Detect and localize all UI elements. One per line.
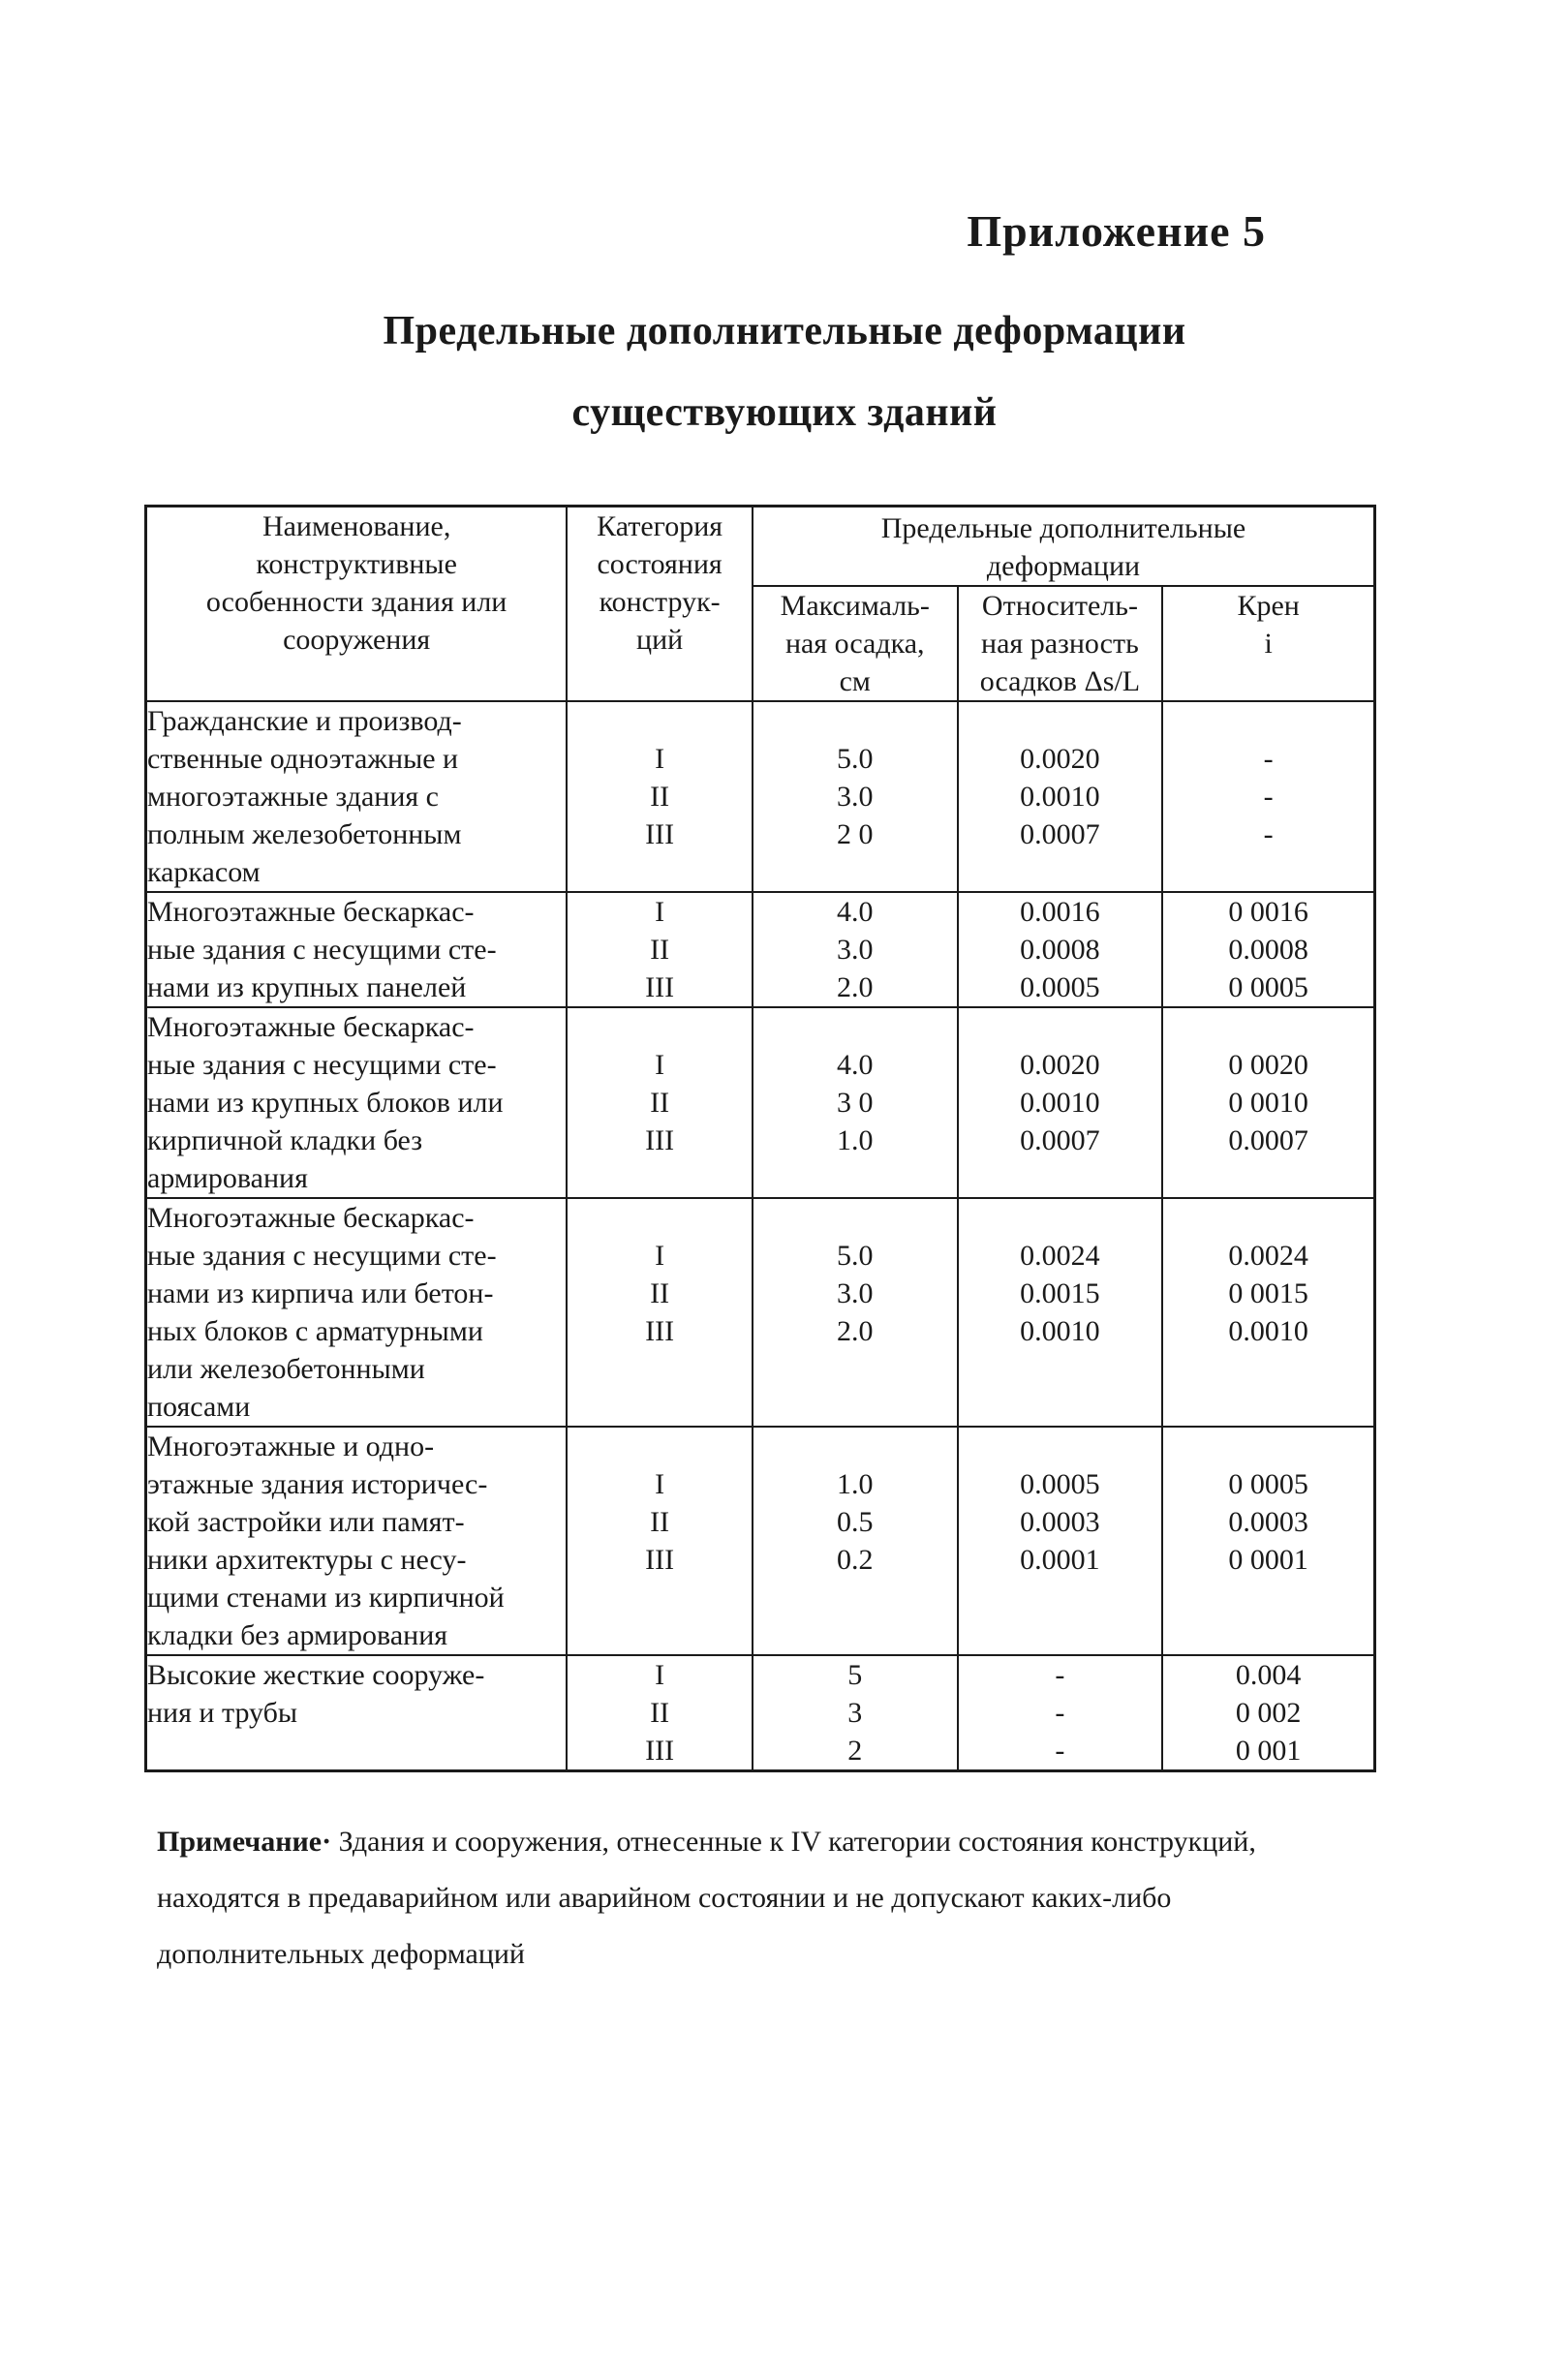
cell-name: Высокие жесткие сооруже- ния и трубы xyxy=(146,1655,568,1771)
table-row xyxy=(146,1655,1375,1771)
cell-max-settlement: 5.0 3.0 2.0 xyxy=(753,1198,958,1427)
cell-tilt: 0 0005 0.0003 0 0001 xyxy=(1162,1427,1374,1655)
header-max-settlement: Максималь- ная осадка, см xyxy=(753,586,958,701)
cell-tilt: 0 0020 0 0010 0.0007 xyxy=(1162,1007,1374,1198)
cell-tilt: 0.004 0 002 0 001 xyxy=(1162,1655,1374,1771)
cell-max-settlement: 4.0 3 0 1.0 xyxy=(753,1007,958,1198)
cell-categories: I II III xyxy=(567,1198,753,1427)
cell-relative-difference: 0.0016 0.0008 0.0005 xyxy=(958,892,1163,1007)
table-row xyxy=(146,1427,1375,1655)
cell-relative-difference: 0.0024 0.0015 0.0010 xyxy=(958,1198,1163,1427)
cell-relative-difference: 0.0020 0.0010 0.0007 xyxy=(958,701,1163,892)
cell-categories: I II III xyxy=(567,892,753,1007)
table-header-row xyxy=(146,507,1375,587)
cell-name: Многоэтажные бескаркас- ные здания с несущими сте- нами из крупных панелей xyxy=(146,892,568,1007)
cell-max-settlement: 1.0 0.5 0.2 xyxy=(753,1427,958,1655)
cell-name: Многоэтажные бескаркас- ные здания с несущими сте- нами из крупных блоков или кирпичной кладки без армирования xyxy=(146,1007,568,1198)
cell-categories: I II III xyxy=(567,1427,753,1655)
note-label: Примечание· xyxy=(157,1826,332,1858)
header-category: Категория состояния конструк- ций xyxy=(567,507,753,702)
cell-name: Многоэтажные бескаркас- ные здания с несущими сте- нами из кирпича или бетон- ных блоков с арматурными или железобетонными поясами xyxy=(146,1198,568,1427)
document-title-line-1: Предельные дополнительные деформации xyxy=(383,309,1186,354)
cell-tilt: 0 0016 0.0008 0 0005 xyxy=(1162,892,1374,1007)
table-row xyxy=(146,892,1375,1007)
cell-tilt: 0.0024 0 0015 0.0010 xyxy=(1162,1198,1374,1427)
cell-categories: I II III xyxy=(567,701,753,892)
table-row xyxy=(146,1007,1375,1198)
cell-name: Многоэтажные и одно- этажные здания историчес- кой застройки или памят- ники архитектуры с несу- щими стенами из кирпичной кладки без армирования xyxy=(146,1427,568,1655)
appendix-label: Приложение 5 xyxy=(967,206,1266,256)
table-row xyxy=(146,701,1375,892)
note-paragraph xyxy=(157,1814,1261,1983)
document-title-line-2: существующих зданий xyxy=(571,390,998,435)
cell-relative-difference: 0.0005 0.0003 0.0001 xyxy=(958,1427,1163,1655)
table-row xyxy=(146,1198,1375,1427)
cell-max-settlement: 5 3 2 xyxy=(753,1655,958,1771)
cell-max-settlement: 4.0 3.0 2.0 xyxy=(753,892,958,1007)
cell-name: Гражданские и производ- ственные одноэтажные и многоэтажные здания с полным железобетонным каркасом xyxy=(146,701,568,892)
header-tilt: Крен i xyxy=(1162,586,1374,701)
header-relative-difference: Относитель- ная разность осадков Δs/L xyxy=(958,586,1163,701)
deformation-limits-table xyxy=(144,505,1376,1772)
header-group-limit-deformations: Предельные дополнительные деформации xyxy=(753,507,1375,587)
cell-categories: I II III xyxy=(567,1007,753,1198)
note-text: Здания и сооружения, отнесенные к IV категории состояния конструкций, находятся в предаварийном или аварийном состоянии и не допускают каких-либо дополнительных деформаций xyxy=(157,1826,1256,1970)
cell-categories: I II III xyxy=(567,1655,753,1771)
cell-max-settlement: 5.0 3.0 2 0 xyxy=(753,701,958,892)
cell-tilt: - - - xyxy=(1162,701,1374,892)
cell-relative-difference: - - - xyxy=(958,1655,1163,1771)
cell-relative-difference: 0.0020 0.0010 0.0007 xyxy=(958,1007,1163,1198)
header-name: Наименование, конструктивные особенности здания или сооружения xyxy=(146,507,568,702)
